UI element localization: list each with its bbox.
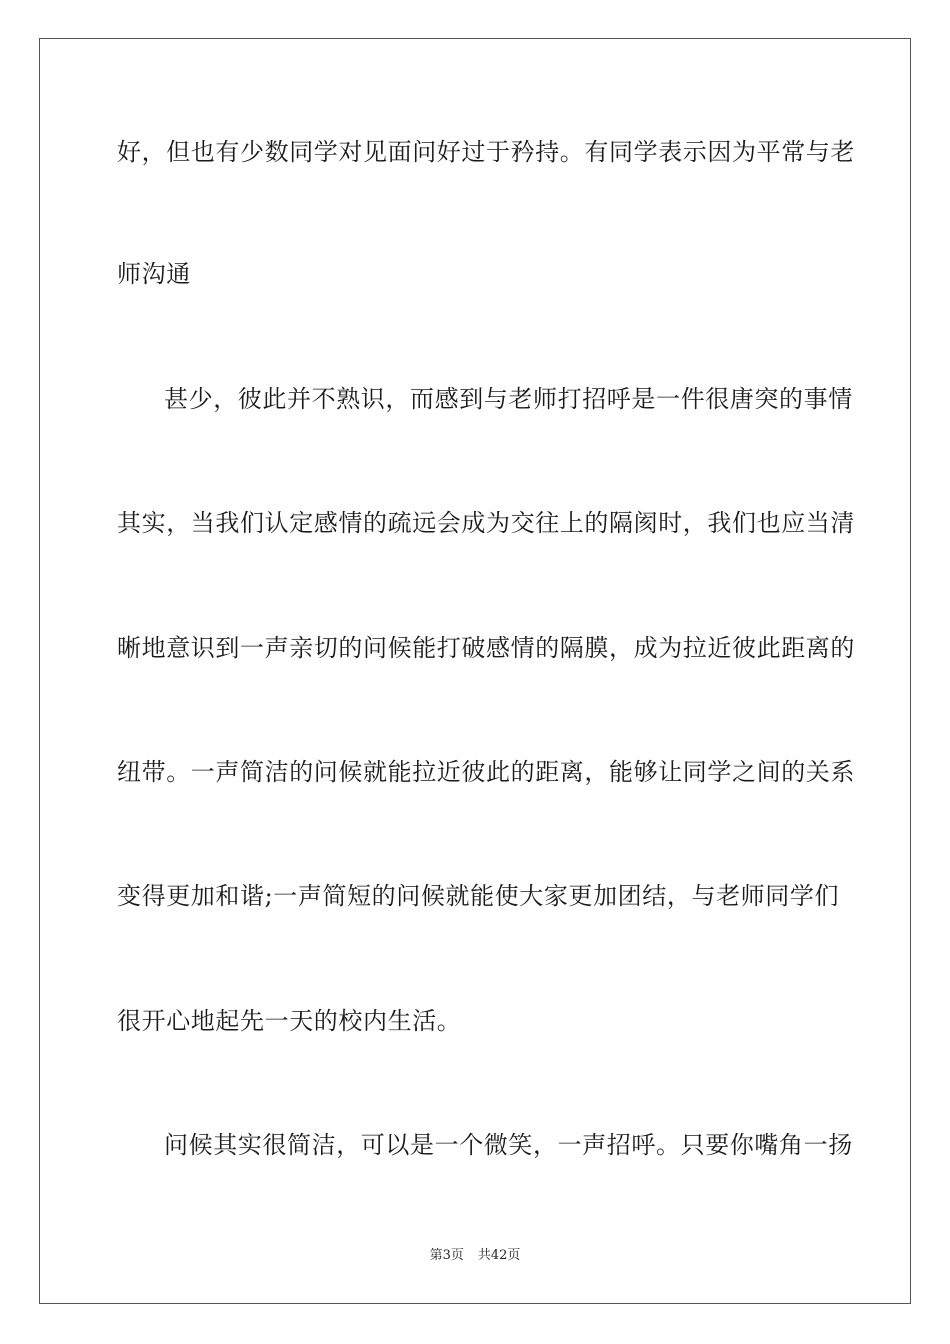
page-footer <box>0 1247 950 1265</box>
page-total: 共42页 <box>477 1248 521 1263</box>
body-text-line: 其实，当我们认定感情的疏远会成为交往上的隔阂时，我们也应当清 <box>117 509 855 537</box>
body-text-line: 问候其实很简洁，可以是一个微笑，一声招呼。只要你嘴角一扬 <box>164 1131 853 1159</box>
body-text-line: 纽带。一声简洁的问候就能拉近彼此的距离，能够让同学之间的关系 <box>117 758 855 786</box>
body-text-line: 甚少，彼此并不熟识，而感到与老师打招呼是一件很唐突的事情 <box>164 385 853 413</box>
page-frame <box>39 38 911 1304</box>
body-text-line: 很开心地起先一天的校内生活。 <box>117 1007 462 1035</box>
body-text-line: 晰地意识到一声亲切的问候能打破感情的隔膜，成为拉近彼此距离的 <box>117 634 855 662</box>
page-number: 第3页 <box>429 1248 464 1263</box>
body-text-line: 变得更加和谐;一声简短的问候就能使大家更加团结，与老师同学们 <box>117 882 840 910</box>
body-text-line: 师沟通 <box>117 260 191 288</box>
body-text-line: 好，但也有少数同学对见面问好过于矜持。有同学表示因为平常与老 <box>117 138 855 166</box>
